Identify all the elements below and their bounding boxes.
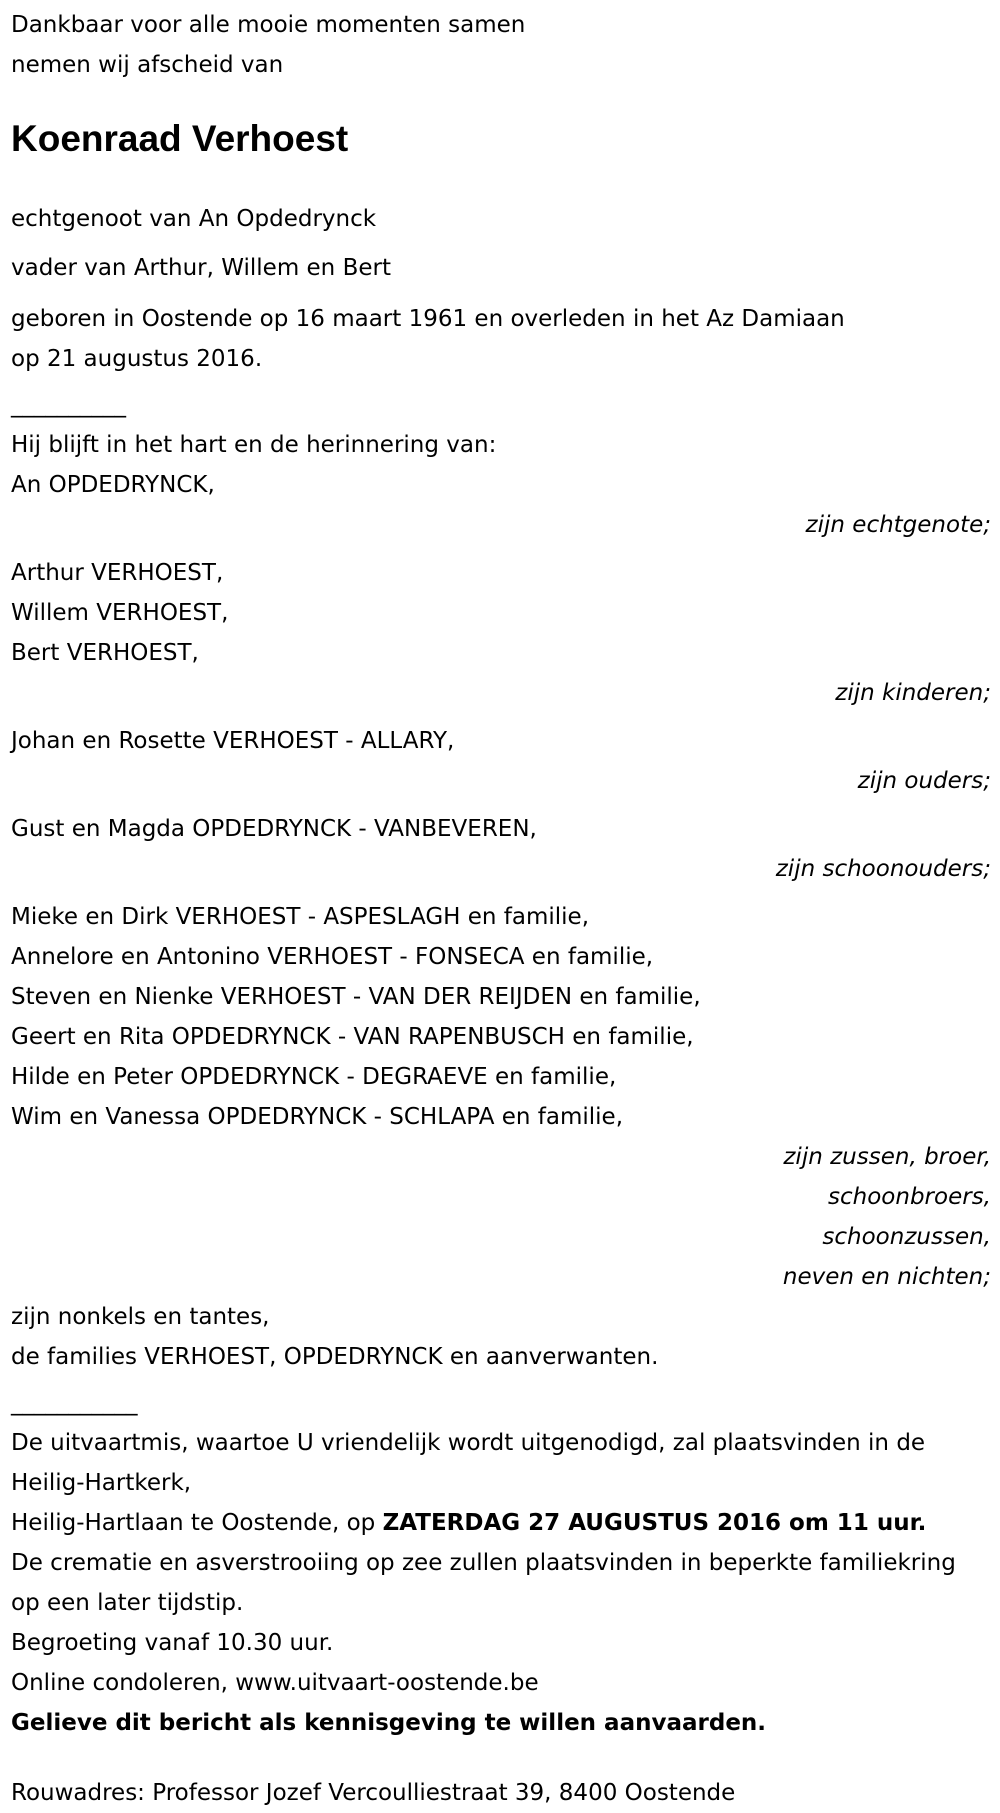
family-name: Johan en Rosette VERHOEST - ALLARY, bbox=[11, 728, 455, 754]
family-group-parents-in-law bbox=[11, 809, 991, 889]
service-part-1: De uitvaartmis, waartoe U vriendelijk wordt uitgenodigd, zal plaatsvinden in de Heilig-Hartkerk, bbox=[11, 1430, 926, 1496]
family-role: neven en nichten; bbox=[782, 1264, 991, 1290]
birth-death-block bbox=[11, 299, 991, 379]
family-role: schoonzussen, bbox=[822, 1224, 991, 1250]
birth-death-line: geboren in Oostende op 16 maart 1961 en overleden in het Az Damiaan op 21 augustus 2016. bbox=[11, 306, 845, 372]
relations-block bbox=[11, 195, 991, 293]
family-role: schoonbroers, bbox=[828, 1184, 991, 1210]
intro-line-1: Dankbaar voor alle mooie momenten samen bbox=[11, 12, 526, 38]
obituary-document bbox=[11, 0, 991, 1813]
family-name: Arthur VERHOEST, bbox=[11, 560, 224, 586]
online-condolence-line: Online condoleren, www.uitvaart-oostende.be bbox=[11, 1670, 539, 1696]
service-part-2 bbox=[11, 1503, 941, 1543]
family-role: zijn schoonouders; bbox=[775, 856, 991, 882]
closing-family-line-2: de families VERHOEST, OPDEDRYNCK en aanverwanten. bbox=[11, 1344, 659, 1370]
notice-line: Gelieve dit bericht als kennisgeving te willen aanvaarden. bbox=[11, 1710, 767, 1736]
family-group-parents bbox=[11, 721, 991, 801]
family-name: An OPDEDRYNCK, bbox=[11, 472, 215, 498]
spouse-line: echtgenoot van An Opdedrynck bbox=[11, 206, 377, 232]
family-name: Mieke en Dirk VERHOEST - ASPESLAGH en familie, bbox=[11, 904, 590, 930]
family-role: zijn zussen, broer, bbox=[783, 1144, 991, 1170]
intro-block bbox=[11, 5, 991, 85]
family-role: zijn kinderen; bbox=[835, 680, 991, 706]
family-name: Wim en Vanessa OPDEDRYNCK - SCHLAPA en familie, bbox=[11, 1104, 624, 1130]
mourning-address: Rouwadres: Professor Jozef Vercoulliestraat 39, 8400 Oostende bbox=[11, 1780, 736, 1806]
cremation-line: De crematie en asverstrooiing op zee zullen plaatsvinden in beperkte familiekring op een later tijdstip. bbox=[11, 1550, 956, 1616]
father-line: vader van Arthur, Willem en Bert bbox=[11, 255, 391, 281]
family-role: zijn ouders; bbox=[857, 768, 991, 794]
service-location: Heilig-Hartlaan te Oostende, op bbox=[11, 1510, 383, 1536]
intro-line-2: nemen wij afscheid van bbox=[11, 52, 284, 78]
family-name: Annelore en Antonino VERHOEST - FONSECA en familie, bbox=[11, 944, 654, 970]
family-name: Hilde en Peter OPDEDRYNCK - DEGRAEVE en familie, bbox=[11, 1064, 617, 1090]
family-group-siblings bbox=[11, 897, 991, 1297]
greeting-line: Begroeting vanaf 10.30 uur. bbox=[11, 1630, 334, 1656]
family-name: Willem VERHOEST, bbox=[11, 600, 229, 626]
service-block bbox=[11, 1423, 991, 1743]
service-date: ZATERDAG 27 AUGUSTUS 2016 om 11 uur. bbox=[382, 1510, 927, 1536]
family-group-spouse bbox=[11, 465, 991, 545]
family-name: Bert VERHOEST, bbox=[11, 640, 199, 666]
family-block bbox=[11, 425, 991, 1377]
memory-intro: Hij blijft in het hart en de herinnering van: bbox=[11, 432, 497, 458]
family-role: zijn echtgenote; bbox=[805, 512, 991, 538]
deceased-name: Koenraad Verhoest bbox=[11, 118, 349, 159]
closing-family-line-1: zijn nonkels en tantes, bbox=[11, 1304, 270, 1330]
family-name: Geert en Rita OPDEDRYNCK - VAN RAPENBUSCH en familie, bbox=[11, 1024, 694, 1050]
family-name: Gust en Magda OPDEDRYNCK - VANBEVEREN, bbox=[11, 816, 537, 842]
family-group-children bbox=[11, 553, 991, 713]
separator-1: __________ bbox=[11, 392, 126, 418]
separator-2: ___________ bbox=[11, 1390, 138, 1416]
family-name: Steven en Nienke VERHOEST - VAN DER REIJDEN en familie, bbox=[11, 984, 701, 1010]
